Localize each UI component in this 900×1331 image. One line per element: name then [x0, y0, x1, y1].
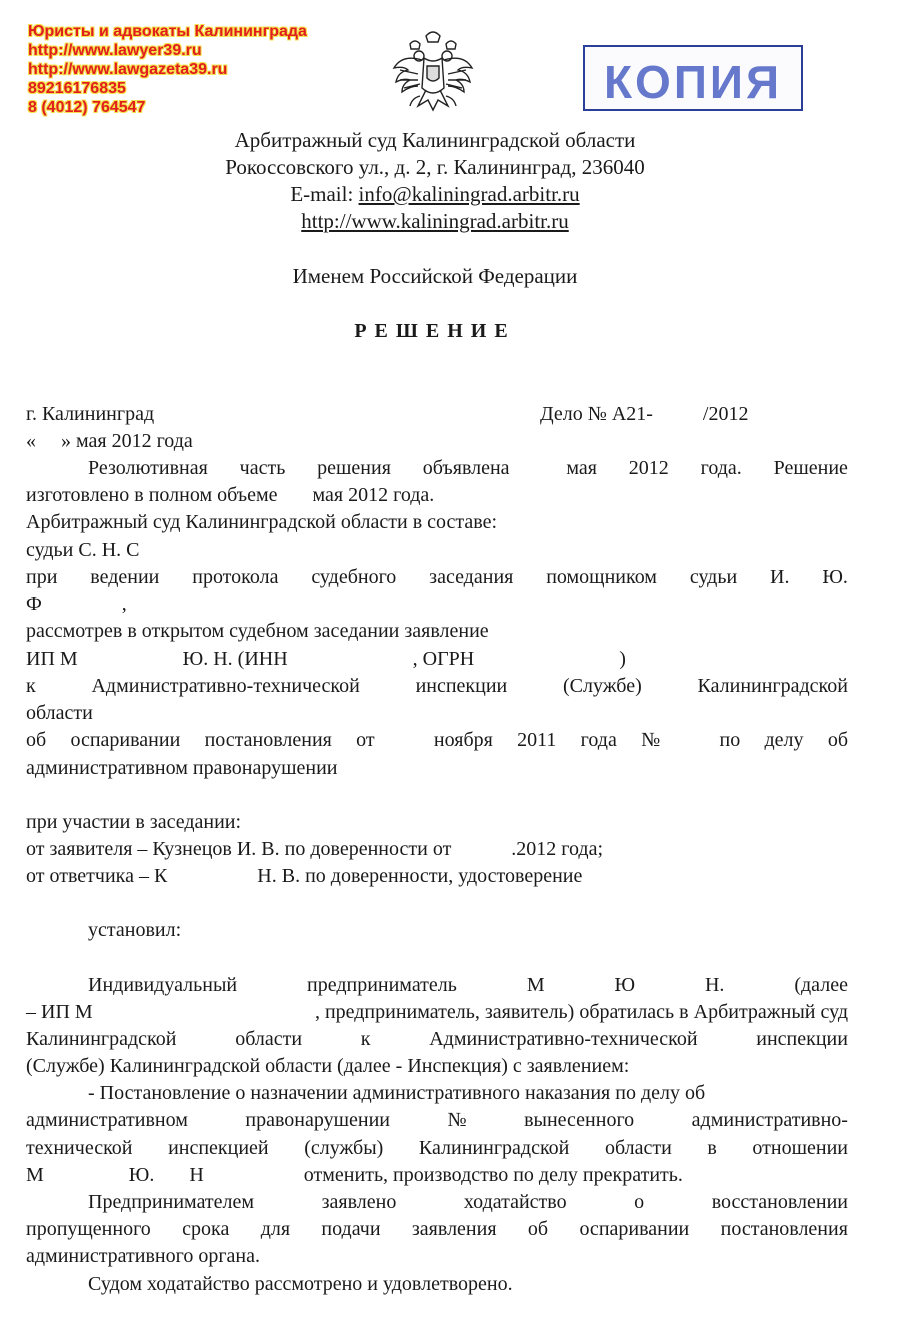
word: об — [527, 1218, 549, 1240]
word: Административно-технической — [91, 675, 360, 697]
word: ведении — [90, 566, 160, 588]
copy-stamp — [583, 45, 803, 111]
p4-line1 — [88, 1190, 848, 1214]
word: М — [526, 974, 545, 996]
word: часть — [239, 457, 286, 479]
word: административно- — [691, 1109, 848, 1131]
from-applicant-line: от заявителя – Кузнецов И. В. по доверенности от .2012 года; — [26, 838, 604, 860]
word: 2012 — [628, 457, 669, 479]
word: об — [26, 729, 47, 751]
email-label: E-mail: — [290, 182, 359, 206]
p4-line3: административного органа. — [26, 1245, 260, 1267]
word: И. — [770, 566, 790, 588]
word: ходатайство — [463, 1191, 567, 1213]
word: (далее — [794, 974, 848, 996]
word: № — [447, 1109, 467, 1131]
word: судебного — [311, 566, 397, 588]
word: (Службе) — [563, 675, 642, 697]
court-email-line — [0, 182, 870, 207]
word: заседания — [429, 566, 514, 588]
word: делу — [764, 729, 804, 751]
coat-of-arms-icon — [390, 26, 476, 118]
paragraph-resolution-line1 — [88, 456, 848, 480]
word: к — [360, 1028, 371, 1050]
p3-line2 — [26, 1108, 848, 1132]
word: при — [26, 566, 58, 588]
contest-line1 — [26, 728, 848, 752]
word: помощником — [546, 566, 657, 588]
word: предприниматель — [307, 974, 457, 996]
word: в — [707, 1137, 717, 1159]
protocol-line1 — [26, 565, 848, 589]
p3-line3 — [26, 1136, 848, 1160]
word: заявления — [411, 1218, 497, 1240]
word: оспаривании — [70, 729, 181, 751]
place: г. Калининград — [26, 403, 155, 425]
word: Предпринимателем — [88, 1191, 255, 1213]
p5-line: Судом ходатайство рассмотрено и удовлетворено. — [88, 1273, 513, 1295]
word: административном — [26, 1109, 188, 1131]
watermark-line: http://www.lawgazeta39.ru — [28, 61, 228, 78]
p4-line2 — [26, 1217, 848, 1241]
word: области — [235, 1028, 303, 1050]
word: 2011 — [517, 729, 557, 751]
p2-line2 — [26, 1000, 848, 1024]
decision-date: « » мая 2012 года — [26, 430, 193, 452]
court-name: Арбитражный суд Калининградской области — [234, 128, 636, 152]
p3-line1 — [88, 1081, 848, 1105]
word: области — [604, 1137, 672, 1159]
word: восстановлении — [711, 1191, 848, 1213]
word: пропущенного — [26, 1218, 151, 1240]
lawyer-watermark — [28, 22, 307, 117]
contest-line2: административном правонарушении — [26, 757, 338, 779]
paragraph-resolution-line2: изготовлено в полном объеме мая 2012 года. — [26, 484, 435, 506]
word: Ю. — [822, 566, 848, 588]
copy-stamp-text: КОПИЯ — [603, 56, 783, 108]
word: по — [684, 729, 741, 751]
applicant-line: ИП М Ю. Н. (ИНН , ОГРН ) — [26, 648, 626, 670]
word: подачи — [321, 1218, 381, 1240]
word: постановления — [720, 1218, 848, 1240]
word: отношении — [752, 1137, 848, 1159]
word: срока — [182, 1218, 230, 1240]
word: Решение — [773, 457, 848, 479]
word: Калининградской — [26, 1028, 177, 1050]
court-address: Рокоссовского ул., д. 2, г. Калининград, 236040 — [225, 155, 645, 179]
word: правонарушении — [245, 1109, 390, 1131]
participation-heading: при участии в заседании: — [26, 811, 242, 833]
invocation: Именем Российской Федерации — [292, 264, 578, 288]
word: Резолютивная — [88, 457, 208, 479]
judge-name: судьи С. Н. С — [26, 539, 140, 561]
word: Административно-технической — [429, 1028, 698, 1050]
word: инспекцией — [168, 1137, 269, 1159]
court-composition: Арбитражный суд Калининградской области в составе: — [26, 511, 498, 533]
word: Н. — [704, 974, 725, 996]
watermark-line: 8 (4012) 764547 — [28, 99, 146, 116]
word: инспекции — [756, 1028, 848, 1050]
word: (службы) — [304, 1137, 384, 1159]
watermark-line: http://www.lawyer39.ru — [28, 42, 202, 59]
from-defendant-line: от ответчика – К Н. В. по доверенности, удостоверение — [26, 865, 583, 887]
established-heading: установил: — [88, 919, 182, 941]
website-link[interactable]: http://www.kaliningrad.arbitr.ru — [301, 209, 569, 233]
word: Калининградской — [697, 675, 848, 697]
word: – ИП М — [26, 1001, 93, 1023]
watermark-line: Юристы и адвокаты Калининграда — [28, 23, 307, 40]
word: вынесенного — [524, 1109, 635, 1131]
watermark-line: 89216176835 — [28, 80, 126, 97]
word: заявлено — [321, 1191, 397, 1213]
word: к — [26, 675, 36, 697]
case-number: Дело № А21- /2012 — [540, 403, 749, 425]
word: № — [641, 729, 661, 751]
p2-line1 — [88, 973, 848, 997]
p2-line4: (Службе) Калининградской области (далее - Инспекция) с заявлением: — [26, 1055, 630, 1077]
p3-line4: М Ю. Н отменить, производство по делу прекратить. — [26, 1164, 683, 1186]
word: года. — [700, 457, 742, 479]
word: Индивидуальный — [88, 974, 238, 996]
word: оспаривании — [579, 1218, 690, 1240]
word: для — [260, 1218, 291, 1240]
defendant-line2: области — [26, 702, 93, 724]
word: о — [634, 1191, 645, 1213]
word: Калининградской — [418, 1137, 570, 1159]
word: об — [827, 729, 848, 751]
email-link[interactable]: info@kaliningrad.arbitr.ru — [358, 182, 580, 206]
defendant-line1 — [26, 674, 848, 698]
word: инспекции — [415, 675, 508, 697]
word: от — [356, 729, 375, 751]
considered-line: рассмотрев в открытом судебном заседании заявление — [26, 620, 489, 642]
p2-line3 — [26, 1027, 848, 1051]
word: технической — [26, 1137, 133, 1159]
word: , предприниматель, заявитель) обратилась в Арбитражный суд — [244, 1001, 848, 1023]
protocol-line2: Ф , — [26, 593, 127, 615]
word: решения — [317, 457, 391, 479]
word: судьи — [689, 566, 738, 588]
word: мая — [541, 457, 597, 479]
word: Ю — [614, 974, 636, 996]
word: - Постановление о назначении административного наказания по делу об — [88, 1082, 706, 1104]
word: постановления — [204, 729, 332, 751]
word: протокола — [192, 566, 279, 588]
word: года — [580, 729, 617, 751]
document-title: РЕШЕНИЕ — [354, 320, 516, 342]
word: ноября — [398, 729, 493, 751]
word: объявлена — [422, 457, 510, 479]
court-website-line — [0, 209, 870, 234]
